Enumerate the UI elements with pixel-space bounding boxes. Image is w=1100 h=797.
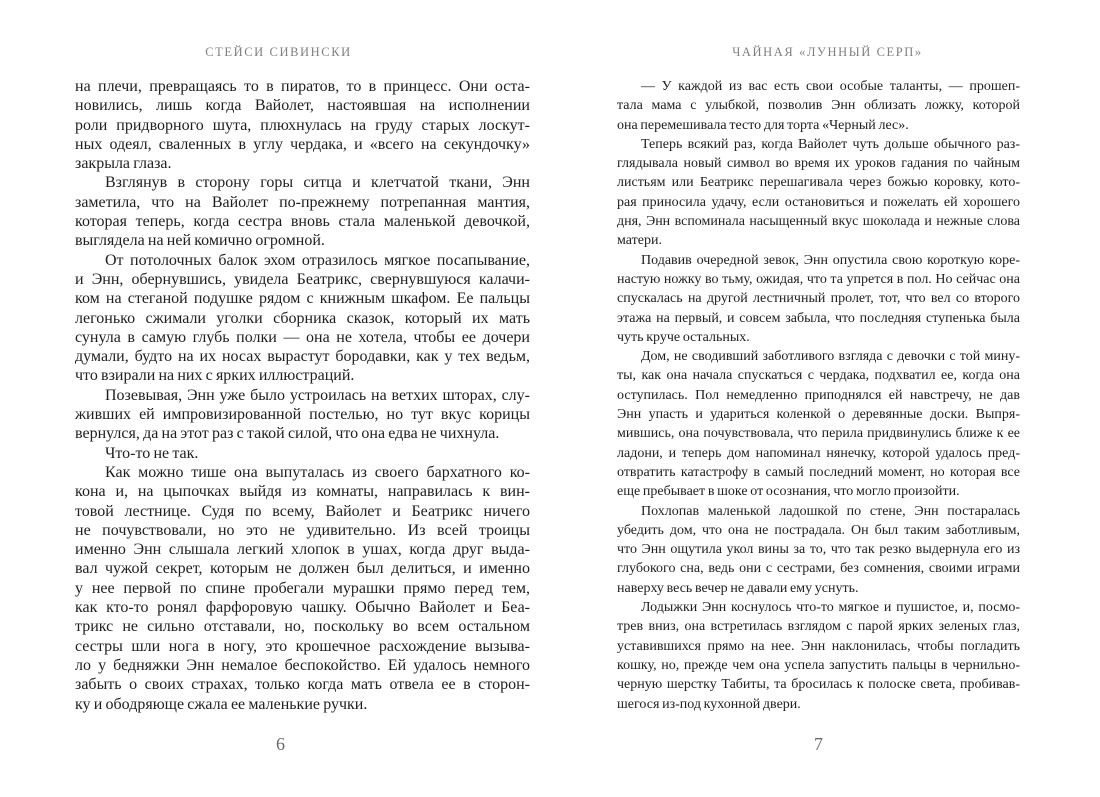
text-line: Подавив очередной зевок, Энн опустила свою короткую коре- xyxy=(641,252,1020,268)
text-line: у нее первой по спине пробегали мурашки прямо перед тем, xyxy=(75,579,530,597)
text-line: ты, как она начала спускаться с чердака, подхватил ее, когда она xyxy=(617,368,1020,384)
text-line: ку и ободряюще сжала ее маленькие ручки. xyxy=(75,695,368,713)
page-left xyxy=(75,0,530,797)
text-line: заметила, что на Вайолет по-прежнему потрепанная мантия, xyxy=(75,193,530,211)
text-line: закрыла глаза. xyxy=(75,155,172,173)
text-line: что Энн ощутила укол вины за то, что так резко выдернула его из xyxy=(617,542,1020,558)
text-line: оступилась. Пол немедленно приподнялся ей навстречу, не дав xyxy=(617,387,1020,403)
text-line: ладони, и теперь дом напоминал нянечку, которой удалось пред- xyxy=(617,445,1020,461)
text-line: убедить дом, что она не пострадала. Он был таким заботливым, xyxy=(617,522,1020,538)
text-line: наверху весь вечер не давали ему уснуть. xyxy=(617,580,859,596)
text-line: не почувствовали, но это не удивительно. Из всей троицы xyxy=(75,521,530,539)
text-line: именно Энн слышала легкий хлопок в ушах, когда друг выда- xyxy=(75,541,530,559)
text-line: как кто-то ронял фарфоровую чашку. Обычно Вайолет и Беа- xyxy=(75,599,530,617)
text-line: живших ей импровизированной постелью, но тут вкус корицы xyxy=(75,406,530,424)
text-line: отвратить катастрофу в самый последний момент, но которая все xyxy=(617,464,1020,480)
text-line: глубокого сна, ведь они с сестрами, без сомнения, своими играми xyxy=(617,561,1020,577)
text-line: спускалась на другой лестничный пролет, тот, что вел со второго xyxy=(617,291,1020,307)
text-line: роли придворного шута, плюхнулась на груду старых лоскут- xyxy=(75,116,530,134)
running-head-book-title: ЧАЙНАЯ «ЛУННЫЙ СЕРП» xyxy=(732,45,923,59)
text-line: Дом, не сводивший заботливого взгляда с девочки с той мину- xyxy=(641,349,1020,365)
text-line: Взглянув в сторону горы ситца и клетчатой ткани, Энн xyxy=(105,174,530,192)
text-line: черную шерстку Табиты, та бросилась к полоске света, пробивав- xyxy=(617,677,1020,693)
text-line: Позевывая, Энн уже было устроилась на ветхих шторах, слу- xyxy=(105,386,530,404)
text-line: выглядела на ней комично огромной. xyxy=(75,232,325,250)
text-line: — У каждой из вас есть свои особые таланты, — прошеп- xyxy=(641,79,1020,94)
page-number-right: 7 xyxy=(814,734,823,754)
text-line: шегося из-под кухонной двери. xyxy=(617,696,801,712)
text-line: еще пребывает в шоке от осознания, что могло произойти. xyxy=(617,484,960,500)
page-right xyxy=(617,0,1020,797)
text-line: Что-то не так. xyxy=(105,444,199,462)
text-line: она перемешивала тесто для торта «Черный лес». xyxy=(617,117,909,133)
running-head-author: СТЕЙСИ СИВИНСКИ xyxy=(205,45,352,59)
text-line: тала мама с улыбкой, позволив Энн облизать ложку, которой xyxy=(617,98,1020,114)
text-line: листьям или Беатрикс перешагивала через божью коровку, кото- xyxy=(617,175,1020,191)
text-line: ных одеял, сваленных в углу чердака, и «всего на секундочку» xyxy=(75,135,530,153)
text-line: сестры шли нога в ногу, это крошечное расхождение вызыва- xyxy=(75,637,530,655)
page-number-left: 6 xyxy=(276,734,285,754)
page-text-left xyxy=(75,77,530,714)
text-line: что взирали на них с ярких иллюстраций. xyxy=(75,367,355,385)
text-line: новились, лишь когда Вайолет, настоявшая на исполнении xyxy=(75,97,530,115)
text-line: вал чужой секрет, которым не должен был делиться, и именно xyxy=(75,560,530,578)
text-line: на плечи, превращаясь то в пиратов, то в принцесс. Они оста- xyxy=(75,78,530,95)
text-line: кона и, на цыпочках выйдя из комнаты, направилась к вин- xyxy=(75,483,530,501)
text-line: забыть о своих страхах, только когда мать отвела ее в сторон- xyxy=(75,676,530,694)
text-line: Лодыжки Энн коснулось что-то мягкое и пушистое, и, посмо- xyxy=(641,600,1020,616)
text-line: и Энн, обернувшись, увидела Беатрикс, свернувшуюся калачи- xyxy=(75,270,530,288)
text-line: этажа на первый, и совсем забыла, что последняя ступенька была xyxy=(617,310,1020,326)
text-line: дня, Энн вспоминала насыщенный вкус шоколада и нежные слова xyxy=(617,214,1020,230)
text-line: настую ножку во тьму, ожидая, что та упрется в пол. Но сейчас она xyxy=(617,271,1020,287)
text-line: сунула в самую глубь полки — она не хотела, чтобы ее дочери xyxy=(75,328,530,346)
text-line: глядывала новый символ во время их уроков гадания по чайным xyxy=(617,156,1020,172)
text-line: кошку, но, прежде чем она успела запустить пальцы в чернильно- xyxy=(617,657,1020,673)
text-line: Теперь всякий раз, когда Вайолет чуть дольше обычного раз- xyxy=(641,136,1020,152)
text-line: От потолочных балок эхом отразилось мягкое посапывание, xyxy=(105,251,530,269)
text-line: которая теперь, когда сестра вновь стала маленькой девочкой, xyxy=(75,213,530,231)
text-line: трикс не сильно отставали, но, поскольку во всем остальном xyxy=(75,618,530,636)
text-line: Как можно тише она выпуталась из своего бархатного ко- xyxy=(105,463,530,481)
text-line: Энн упасть и удариться коленкой о деревянные доски. Выпря- xyxy=(617,407,1020,423)
text-line: ком на стеганой подушке рядом с книжным шкафом. Ее пальцы xyxy=(75,290,530,308)
text-line: чуть круче остальных. xyxy=(617,329,750,345)
text-line: товой лестнице. Судя по всему, Вайолет и Беатрикс ничего xyxy=(75,502,530,520)
text-line: мившись, она почувствовала, что перила придвинулись ближе к ее xyxy=(617,426,1020,442)
text-line: легонько сжимали уголки сборника сказок, который их мать xyxy=(75,309,530,327)
text-line: трев вниз, она встретилась взглядом с парой ярких зеленых глаз, xyxy=(617,619,1020,635)
text-line: уставившихся прямо на нее. Энн наклонилась, чтобы погладить xyxy=(617,638,1020,654)
page-text-right xyxy=(617,77,1020,714)
text-line: думали, будто на их носах вырастут бородавки, как у тех ведьм, xyxy=(75,348,530,366)
text-line: рая приносила удачу, если остановиться и пожелать ей хорошего xyxy=(617,194,1020,210)
text-line: ло у бедняжки Энн немалое беспокойство. Ей удалось немного xyxy=(75,656,530,674)
text-line: вернулся, да на этот раз с такой силой, что она едва не чихнула. xyxy=(75,425,500,443)
text-line: матери. xyxy=(617,233,662,249)
text-line: Похлопав маленькой ладошкой по стене, Энн постаралась xyxy=(641,503,1020,519)
